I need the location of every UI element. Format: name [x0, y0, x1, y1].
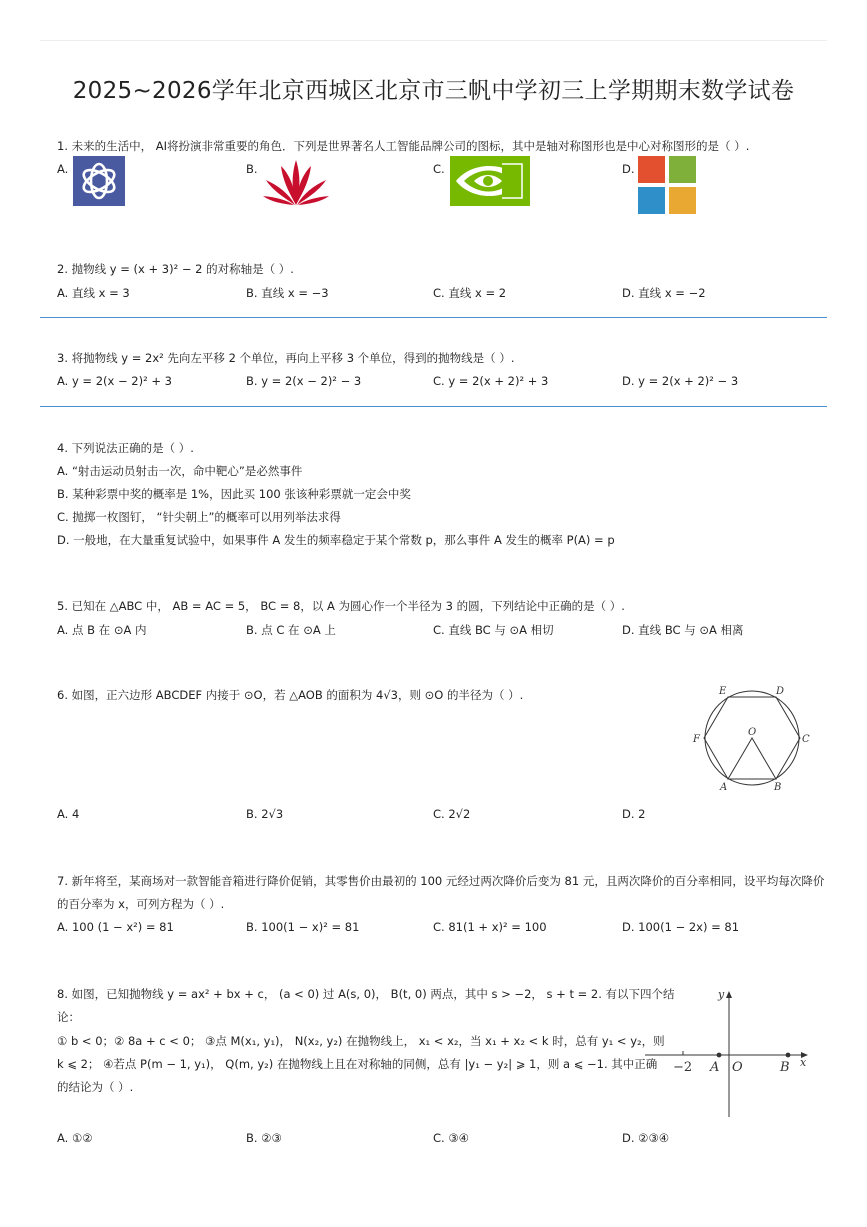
- tick-neg2-label: −2: [673, 1060, 693, 1075]
- question-8-text-line-2: 论：: [57, 1010, 80, 1024]
- q7-option-a: A. 100 (1 − x²) = 81: [57, 920, 174, 934]
- q5-option-d: D. 直线 BC 与 ⊙A 相离: [622, 623, 744, 637]
- q5-option-b: B. 点 C 在 ⊙A 上: [246, 623, 336, 637]
- q1-option-c: C.: [433, 162, 445, 176]
- label-c: C: [802, 734, 810, 745]
- question-1-text: 1. 未来的生活中， AI将扮演非常重要的角色．下列是世界著名人工智能品牌公司的图标，其中是轴对称图形也是中心对称图形的是（ ）.: [57, 139, 750, 153]
- label-d: D: [776, 686, 785, 697]
- q3-option-c: C. y = 2(x + 2)² + 3: [433, 374, 549, 388]
- q1-option-a: A.: [57, 162, 69, 176]
- microsoft-squares-icon: [638, 156, 698, 216]
- question-8-text-line-4: k ⩽ 2； ④若点 P(m − 1, y₁)， Q(m, y₂) 在抛物线上且在对称轴的同侧，总有 |y₁ − y₂| ⩾ 1，则 a ⩽ −1. 其中正确: [57, 1057, 658, 1071]
- q7-option-d: D. 100(1 − 2x) = 81: [622, 920, 740, 934]
- q5-option-c: C. 直线 BC 与 ⊙A 相切: [433, 623, 554, 637]
- q6-option-c: C. 2√2: [433, 807, 471, 821]
- question-4-text: 4. 下列说法正确的是（ ）.: [57, 441, 194, 455]
- q5-option-a: A. 点 B 在 ⊙A 内: [57, 623, 147, 637]
- q8-option-b: B. ②③: [246, 1131, 282, 1145]
- question-6-text: 6. 如图，正六边形 ABCDEF 内接于 ⊙O，若 △AOB 的面积为 4√3，则 ⊙O 的半径为（ ）.: [57, 688, 524, 702]
- point-a-label: A: [710, 1060, 720, 1075]
- huawei-petals-icon: [261, 156, 331, 206]
- question-8-text-line-5: 的结论为（ ）.: [57, 1080, 134, 1094]
- question-8-text-line-1: 8. 如图，已知抛物线 y = ax² + bx + c， (a < 0) 过 A(s, 0)， B(t, 0) 两点，其中 s > −2， s + t = 2. 有以下四个结: [57, 987, 675, 1001]
- label-f: F: [693, 734, 700, 745]
- parabola-axes-figure: [640, 985, 815, 1120]
- q8-option-a: A. ①②: [57, 1131, 93, 1145]
- axis-y-label: y: [718, 988, 725, 1001]
- q6-option-a: A. 4: [57, 807, 80, 821]
- q2-option-d: D. 直线 x = −2: [622, 286, 706, 300]
- q3-option-a: A. y = 2(x − 2)² + 3: [57, 374, 172, 388]
- question-7-text-line-1: 7. 新年将至，某商场对一款智能音箱进行降价促销，其零售价由最初的 100 元经过两次降价后变为 81 元，且两次降价的百分率相同，设平均每次降价: [57, 874, 825, 888]
- q7-option-b: B. 100(1 − x)² = 81: [246, 920, 360, 934]
- divider: [40, 406, 827, 407]
- label-o: O: [748, 727, 757, 738]
- question-7-text-line-2: 的百分率为 x，可列方程为（ ）.: [57, 897, 225, 911]
- q2-option-b: B. 直线 x = −3: [246, 286, 329, 300]
- q8-option-d: D. ②③④: [622, 1131, 670, 1145]
- question-2-text: 2. 抛物线 y = (x + 3)² − 2 的对称轴是（ ）.: [57, 262, 294, 276]
- q4-option-c: C. 抛掷一枚图钉， “针尖朝上”的概率可以用列举法求得: [57, 510, 341, 524]
- q1-option-d: D.: [622, 162, 635, 176]
- top-divider: [40, 40, 827, 41]
- nvidia-eye-icon: [450, 156, 530, 206]
- q7-option-c: C. 81(1 + x)² = 100: [433, 920, 547, 934]
- q8-option-c: C. ③④: [433, 1131, 469, 1145]
- q6-option-d: D. 2: [622, 807, 646, 821]
- q4-option-d: D. 一般地，在大量重复试验中，如果事件 A 发生的频率稳定于某个常数 p，那么事件 A 发生的概率 P(A) = p: [57, 533, 615, 547]
- label-e: E: [719, 686, 727, 697]
- q2-option-c: C. 直线 x = 2: [433, 286, 507, 300]
- question-5-text: 5. 已知在 △ABC 中， AB = AC = 5， BC = 8，以 A 为圆心作一个半径为 3 的圆，下列结论中正确的是（ ）.: [57, 599, 625, 613]
- page-title: 2025~2026学年北京西城区北京市三帆中学初三上学期期末数学试卷: [72, 78, 795, 104]
- label-a: A: [720, 782, 728, 793]
- q1-option-b: B.: [246, 162, 258, 176]
- origin-label: O: [732, 1060, 743, 1075]
- axis-x-label: x: [800, 1056, 807, 1069]
- label-b: B: [774, 782, 782, 793]
- question-8-text-line-3: ① b < 0；② 8a + c < 0； ③点 M(x₁, y₁)， N(x₂, y₂) 在抛物线上， x₁ < x₂，当 x₁ + x₂ < k 时，总有 y₁ < y₂，则: [57, 1034, 665, 1048]
- q2-option-a: A. 直线 x = 3: [57, 286, 130, 300]
- q3-option-d: D. y = 2(x + 2)² − 3: [622, 374, 739, 388]
- point-b-label: B: [780, 1060, 790, 1075]
- q4-option-a: A. “射击运动员射击一次，命中靶心”是必然事件: [57, 464, 303, 478]
- q6-option-b: B. 2√3: [246, 807, 284, 821]
- openai-knot-icon: [73, 156, 125, 206]
- question-3-text: 3. 将抛物线 y = 2x² 先向左平移 2 个单位，再向上平移 3 个单位，得到的抛物线是（ ）.: [57, 351, 515, 365]
- q3-option-b: B. y = 2(x − 2)² − 3: [246, 374, 362, 388]
- q4-option-b: B. 某种彩票中奖的概率是 1%，因此买 100 张该种彩票就一定会中奖: [57, 487, 411, 501]
- hexagon-circle-figure: [690, 680, 815, 795]
- divider: [40, 317, 827, 318]
